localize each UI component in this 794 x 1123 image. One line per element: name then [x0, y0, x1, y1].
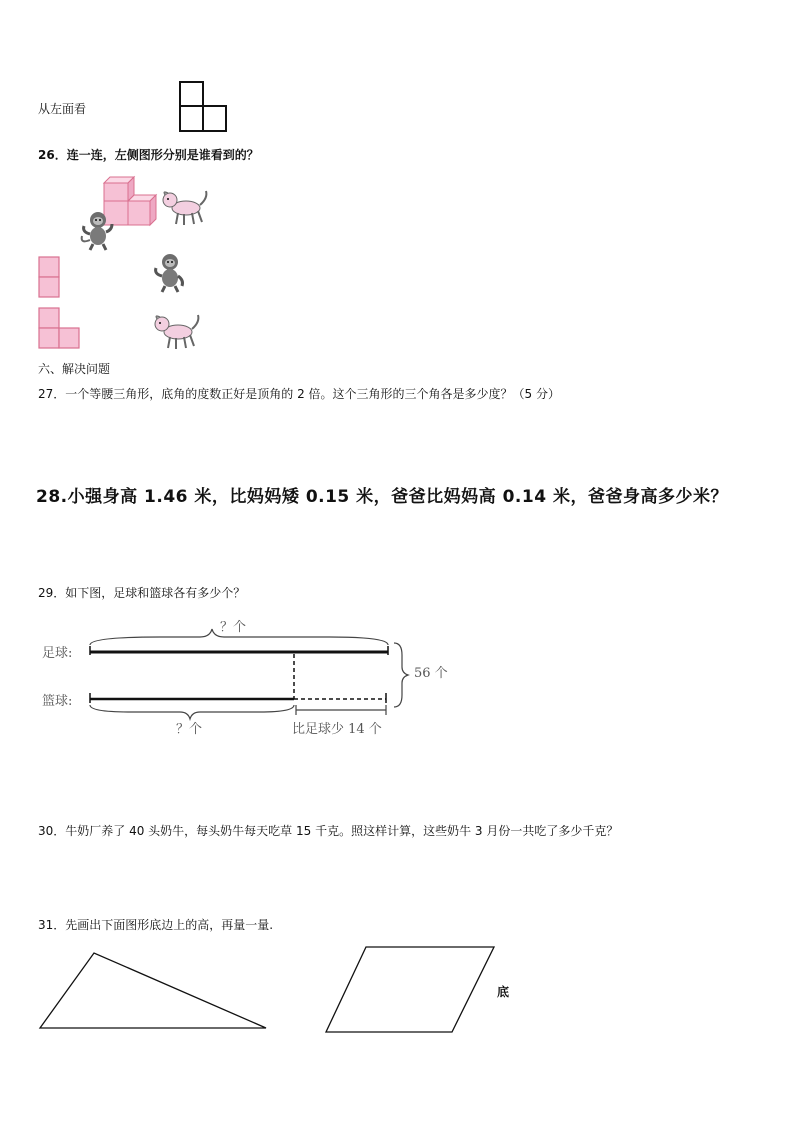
question-28: 28.小强身高 1.46 米，比妈妈矮 0.15 米，爸爸比妈妈高 0.14 米，爸爸身高多少米？ — [36, 487, 728, 507]
view-option-l-shape — [37, 306, 83, 350]
section-title: 六、解决问题 — [38, 362, 111, 376]
bottom-left-brace — [90, 705, 294, 719]
bottom-question-label: ？个 — [176, 722, 203, 737]
left-view-square-bottom-left — [180, 106, 203, 131]
top-question-label: ？个 — [220, 620, 247, 635]
question-26: 26．连一连，左侧图形分别是谁看到的？ — [38, 148, 259, 162]
question-27: 27．一个等腰三角形，底角的度数正好是顶角的 2 倍。这个三角形的三个角各是多少度？（5 分） — [38, 387, 560, 401]
basketball-label: 篮球: — [42, 694, 73, 709]
triangle-figure — [36, 948, 276, 1034]
difference-label: 比足球少 14 个 — [292, 722, 382, 737]
dog-option-icon — [150, 312, 202, 352]
view-option-column — [37, 255, 63, 299]
question-31: 31．先画出下面图形底边上的高，再量一量. — [38, 918, 274, 932]
parallelogram-figure — [324, 944, 496, 1036]
difference-bracket — [296, 705, 386, 715]
monkey-option-icon — [152, 252, 188, 294]
left-view-square-bottom-right — [203, 106, 226, 131]
total-label: 56 个 — [414, 666, 448, 681]
line-segment-diagram — [40, 615, 460, 740]
dog-icon — [158, 188, 210, 228]
base-label: 底 — [497, 985, 510, 999]
left-view-figure — [178, 80, 230, 134]
left-view-label: 从左面看 — [38, 102, 87, 116]
total-brace — [394, 643, 408, 707]
monkey-icon — [78, 210, 114, 252]
question-29: 29．如下图，足球和篮球各有多少个？ — [38, 586, 246, 600]
left-view-square-top — [180, 82, 203, 106]
question-30: 30．牛奶厂养了 40 头奶牛，每头奶牛每天吃草 15 千克。照这样计算，这些奶牛 3 月份一共吃了多少千克？ — [38, 824, 619, 838]
football-label: 足球: — [42, 646, 73, 661]
